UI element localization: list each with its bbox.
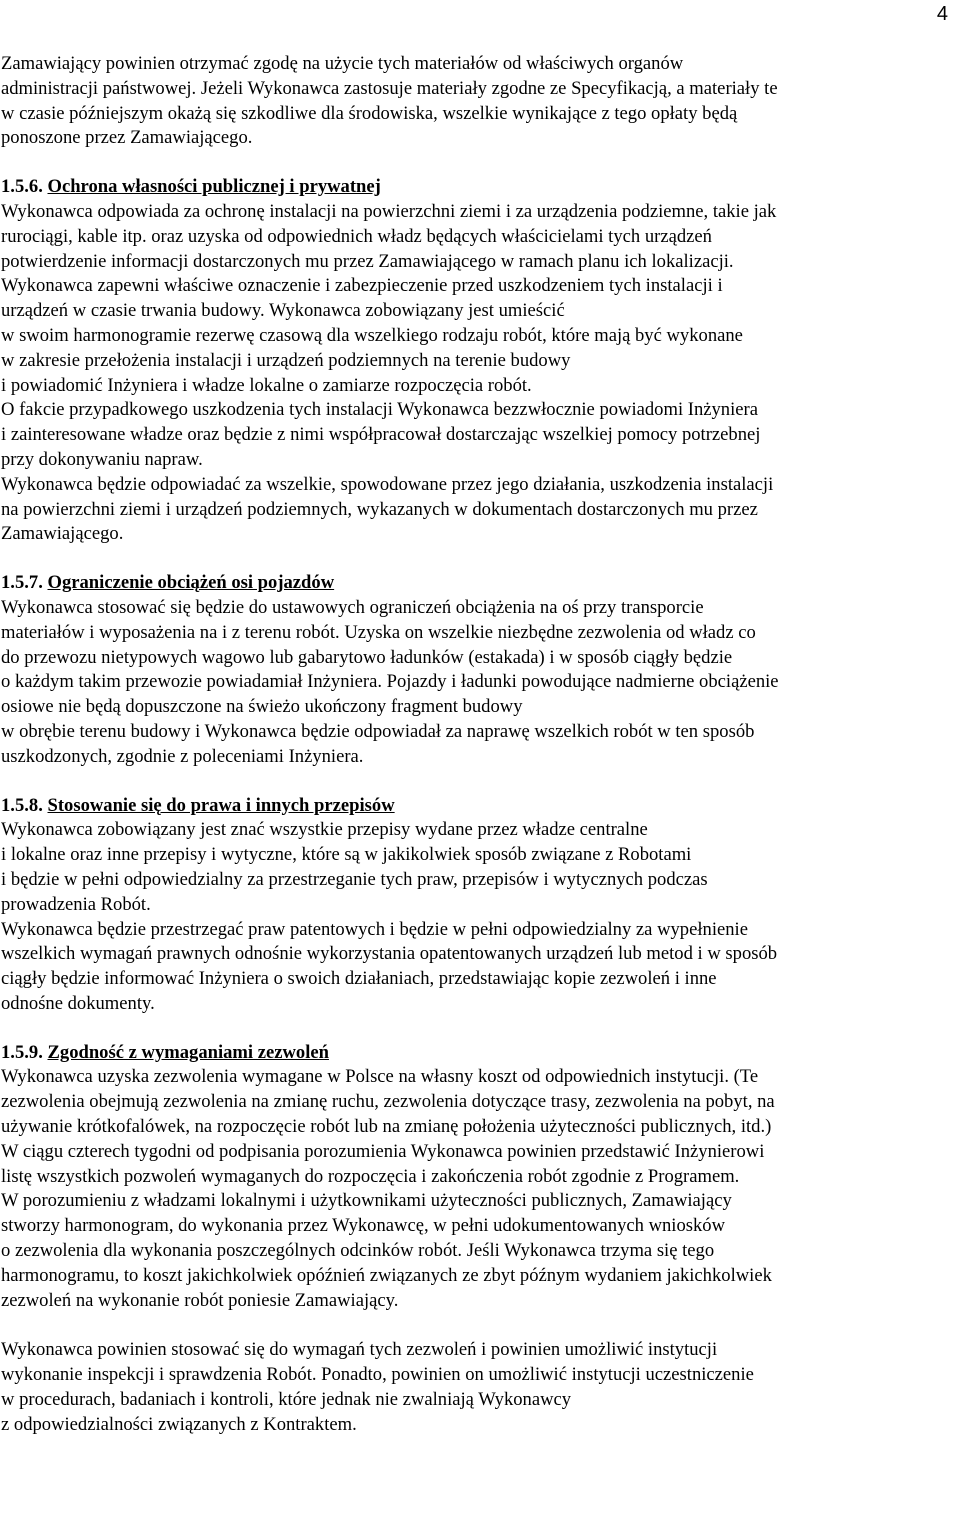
text-line: używanie krótkofalówek, na rozpoczęcie robót lub na zmianę położenia użyteczności publicznych, itd.) — [1, 1116, 772, 1138]
section-1-5-7 — [1, 571, 956, 769]
text-line: Wykonawca zapewni właściwe oznaczenie i zabezpieczenie przed uszkodzeniem tych instalacji i — [1, 275, 723, 297]
section-title: Stosowanie się do prawa i innych przepisów — [47, 794, 395, 816]
text-line: o każdym takim przewozie powiadamiał Inżyniera. Pojazdy i ładunki powodujące nadmierne obciążenie — [1, 671, 779, 693]
text-line: o zezwolenia dla wykonania poszczególnych odcinków robót. Jeśli Wykonawca trzyma się tego — [1, 1240, 715, 1262]
document-body — [1, 52, 956, 1437]
section-1-5-6 — [1, 175, 956, 547]
text-line: i będzie w pełni odpowiedzialny za przestrzeganie tych praw, przepisów i wytycznych podczas — [1, 868, 708, 890]
section-1-5-9 — [1, 1041, 956, 1438]
text-line: prowadzenia Robót. — [1, 893, 151, 915]
section-heading — [1, 1041, 956, 1066]
text-line: Wykonawca uzyska zezwolenia wymagane w Polsce na własny koszt od odpowiednich instytucji. (Te — [1, 1066, 759, 1088]
section-number: 1.5.9. — [1, 1041, 43, 1063]
text-line: urządzeń w czasie trwania budowy. Wykonawca zobowiązany jest umieścić — [1, 300, 565, 322]
text-line: w procedurach, badaniach i kontroli, które jednak nie zwalniają Wykonawcy — [1, 1388, 572, 1410]
text-line: zezwoleń na wykonanie robót poniesie Zamawiający. — [1, 1289, 399, 1311]
section-1-5-8 — [1, 794, 956, 1017]
text-line: O fakcie przypadkowego uszkodzenia tych instalacji Wykonawca bezzwłocznie powiadomi Inżyniera — [1, 399, 758, 421]
text-line: wykonanie inspekcji i sprawdzenia Robót. Ponadto, powinien on umożliwić instytucji uczestniczenie — [1, 1364, 754, 1386]
section-heading — [1, 571, 956, 596]
text-line: potwierdzenie informacji dostarczonych mu przez Zamawiającego w ramach planu ich lokalizacji. — [1, 250, 734, 272]
paragraph-gap — [1, 1313, 956, 1338]
text-line: i lokalne oraz inne przepisy i wytyczne, które są w jakikolwiek sposób związane z Robotami — [1, 844, 692, 866]
text-line: stworzy harmonogram, do wykonania przez Wykonawcę, w pełni udokumentowanych wniosków — [1, 1215, 726, 1237]
text-line: ponoszone przez Zamawiającego. — [1, 127, 253, 149]
section-number: 1.5.8. — [1, 794, 43, 816]
text-line: Wykonawca zobowiązany jest znać wszystkie przepisy wydane przez władze centralne — [1, 819, 648, 841]
text-line: ciągły będzie informować Inżyniera o swoich działaniach, przedstawiając kopie zezwoleń i inne — [1, 968, 717, 990]
text-line: materiałów i wyposażenia na i z terenu robót. Uzyska on wszelkie niezbędne zezwolenia od władz co — [1, 621, 756, 643]
intro-paragraph — [1, 52, 956, 151]
text-line: W ciągu czterech tygodni od podpisania porozumienia Wykonawca powinien przedstawić Inżynierowi — [1, 1140, 765, 1162]
text-line: Zamawiającego. — [1, 523, 124, 545]
text-line: w swoim harmonogramie rezerwę czasową dla wszelkiego rodzaju robót, które mają być wykonane — [1, 324, 743, 346]
text-line: Wykonawca powinien stosować się do wymagań tych zezwoleń i powinien umożliwić instytucji — [1, 1339, 718, 1361]
text-line: i zainteresowane władze oraz będzie z nimi współpracował dostarczając wszelkiej pomocy potrzebnej — [1, 424, 761, 446]
section-number: 1.5.6. — [1, 176, 43, 198]
text-line: administracji państwowej. Jeżeli Wykonawca zastosuje materiały zgodne ze Specyfikacją, a materiały te — [1, 77, 778, 99]
text-line: z odpowiedzialności związanych z Kontraktem. — [1, 1413, 357, 1435]
section-heading — [1, 794, 956, 819]
text-line: Wykonawca odpowiada za ochronę instalacji na powierzchni ziemi i za urządzenia podziemne, takie jak — [1, 200, 777, 222]
text-line: wszelkich wymagań prawnych odnośnie wykorzystania opatentowanych urządzeń lub metod i w sposób — [1, 943, 778, 965]
text-line: rurociągi, kable itp. oraz uzyska od odpowiednich władz będących właścicielami tych urządzeń — [1, 225, 712, 247]
text-line: w obrębie terenu budowy i Wykonawca będzie odpowiadał za naprawę wszelkich robót w ten sposób — [1, 720, 755, 742]
section-number: 1.5.7. — [1, 572, 43, 594]
text-line: w czasie późniejszym okażą się szkodliwe dla środowiska, wszelkie wynikające z tego opłaty będą — [1, 102, 738, 124]
section-title: Ograniczenie obciążeń osi pojazdów — [47, 572, 335, 594]
text-line: harmonogramu, to koszt jakichkolwiek opóźnień związanych ze zbyt późnym wydaniem jakichkolwiek — [1, 1264, 772, 1286]
text-line: do przewozu nietypowych wagowo lub gabarytowo ładunków (estakada) i w sposób ciągły będzie — [1, 646, 733, 668]
text-line: w zakresie przełożenia instalacji i urządzeń podziemnych na terenie budowy — [1, 349, 571, 371]
text-line: Wykonawca stosować się będzie do ustawowych ograniczeń obciążenia na oś przy transporcie — [1, 596, 704, 618]
page-number: 4 — [936, 3, 948, 25]
text-line: Wykonawca będzie przestrzegać praw patentowych i będzie w pełni odpowiedzialny za wypełnienie — [1, 918, 748, 940]
text-line: odnośne dokumenty. — [1, 992, 155, 1014]
text-line: osiowe nie będą dopuszczone na świeżo ukończony fragment budowy — [1, 696, 523, 718]
section-heading — [1, 175, 956, 200]
text-line: na powierzchni ziemi i urządzeń podziemnych, wykazanych w dokumentach dostarczonych mu przez — [1, 498, 758, 520]
text-line: zezwolenia obejmują zezwolenia na zmianę ruchu, zezwolenia dotyczące trasy, zezwolenia na pobyt, na — [1, 1091, 775, 1113]
section-title: Ochrona własności publicznej i prywatnej — [47, 176, 381, 198]
text-line: listę wszystkich pozwoleń wymaganych do rozpoczęcia i zakończenia robót zgodnie z Programem. — [1, 1165, 740, 1187]
section-title: Zgodność z wymaganiami zezwoleń — [47, 1041, 329, 1063]
text-line: i powiadomić Inżyniera i władze lokalne o zamiarze rozpoczęcia robót. — [1, 374, 532, 396]
text-line: przy dokonywaniu napraw. — [1, 448, 203, 470]
text-line: Wykonawca będzie odpowiadać za wszelkie, spowodowane przez jego działania, uszkodzenia instalacji — [1, 473, 774, 495]
text-line: W porozumieniu z władzami lokalnymi i użytkownikami użyteczności publicznych, Zamawiający — [1, 1190, 732, 1212]
text-line: Zamawiający powinien otrzymać zgodę na użycie tych materiałów od właściwych organów — [1, 53, 684, 74]
text-line: uszkodzonych, zgodnie z poleceniami Inżyniera. — [1, 745, 364, 767]
